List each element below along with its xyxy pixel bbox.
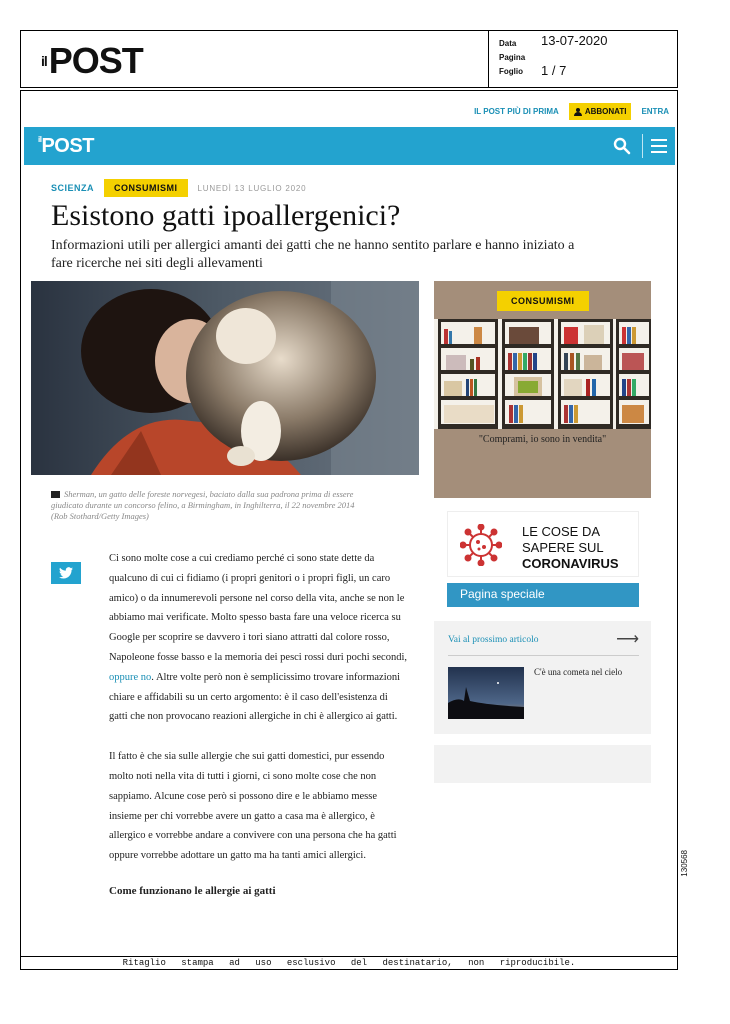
paragraph-1: Ci sono molte cose a cui crediamo perché ci sono state dette da qualcuno di cui ci fidiamo (i propri genitori o i propri figli, un caro amico) o da innumerevoli persone nel corso della vita, anche se non le abbiamo mai verificate. Molto spesso basta fare una veloce ricerca su Google per scoprire se davvero i tori siano attratti dal colore rosso, Napoleone fosse basso e la memoria dei pesci rossi duri pochi secondi, oppure no. Altre volte però non è semplicissimo trovare informazioni chiare e affidabili su un certo argomento: è il caso dell'esistenza di gatti che non provocano reazioni allergiche in chi è allergico ai gatti. [109, 553, 408, 723]
site-navbar [24, 127, 675, 165]
twitter-share-button[interactable] [51, 562, 81, 584]
hero-image [31, 281, 419, 475]
clipping-header [20, 30, 678, 88]
coronavirus-box[interactable] [447, 511, 639, 577]
search-icon[interactable] [613, 137, 631, 155]
article-title: Esistono gatti ipoallergenici? [51, 199, 401, 232]
ad-quote: "Comprami, io sono in vendita" [478, 434, 607, 445]
date-label: Data [499, 39, 517, 48]
ad-badge: CONSUMISMI [497, 291, 589, 311]
navbar-divider [642, 134, 643, 158]
entra-link[interactable]: ENTRA [641, 107, 669, 116]
clipping-meta [491, 31, 677, 87]
article-subtitle: Informazioni utili per allergici amanti dei gatti che ne hanno sentito parlare e hanno iniziato a fare ricerche nei siti degli allevamenti [51, 238, 575, 271]
arrow-right-icon[interactable]: ⟶ [616, 631, 639, 648]
clipping-frame [20, 90, 678, 970]
page-label: Pagina [499, 53, 526, 62]
top-links [474, 103, 669, 120]
article-body [109, 549, 409, 902]
webpage-capture [21, 91, 677, 957]
user-icon [574, 108, 582, 116]
bookshelf-image [434, 319, 651, 429]
next-article-title[interactable]: C'è una cometa nel cielo [534, 667, 623, 677]
next-article-divider [448, 655, 639, 656]
empty-ad-slot [434, 745, 651, 783]
clipping-disclaimer: Ritaglio stampa ad uso esclusivo del destinatario, non riproducibile. [122, 958, 576, 968]
paragraph-2: Il fatto è che sia sulle allergie che sui gatti domestici, pur essendo molto noti nella vita di tutti i giorni, ci sono molte cose che non sappiamo. Alcune cose però si possono dire e le abbiamo messe insieme per chi vorrebbe avere un gatto a casa ma è allergico, è allergico e vorrebbe andare a convivere con una persona che ha gatti oppure vorrebbe adottare un gatto ma ha tanti amici allergici. [109, 751, 397, 862]
article-date: LUNEDÌ 13 LUGLIO 2020 [197, 183, 307, 193]
navbar-logo[interactable]: $^{il}$POST [38, 135, 94, 157]
il-post-logo: $^{il}$POST [41, 40, 143, 81]
il-post-piu-di-prima-link[interactable]: IL POST PIÙ DI PRIMA [474, 107, 559, 116]
hamburger-menu-icon[interactable] [651, 139, 667, 153]
date-value: 13-07-2020 [541, 33, 608, 48]
camera-icon [51, 491, 60, 498]
clipping-logo-area [21, 31, 489, 87]
clipping-code: 130568 [680, 850, 689, 877]
next-article-box[interactable] [434, 621, 651, 734]
next-article-label[interactable]: Vai al prossimo articolo [448, 635, 539, 645]
section-link[interactable]: SCIENZA [51, 183, 95, 193]
image-caption: Sherman, un gatto delle foreste norvegesi, baciato dalla sua padrona prima di essere giudicato durante un concorso felino, a Birmingham, in Inghilterra, il 22 novembre 2014 (Rob Stothard/Getty Images) [51, 489, 355, 521]
comet-thumbnail[interactable] [448, 667, 524, 719]
sheet-value: 1 / 7 [541, 63, 567, 78]
abbonati-button[interactable]: ABBONATI [569, 103, 632, 120]
twitter-icon [59, 567, 73, 579]
coronavirus-heading: LE COSE DA SAPERE SUL CORONAVIRUS [522, 524, 619, 571]
virus-icon [460, 524, 502, 566]
tag-badge[interactable]: CONSUMISMI [104, 179, 188, 197]
section-heading: Come funzionano le allergie ai gatti [109, 884, 276, 897]
article-categories [51, 179, 306, 197]
oppure-no-link[interactable]: oppure no [109, 671, 152, 683]
consumismi-ad[interactable] [434, 281, 651, 498]
pagina-speciale-button[interactable]: Pagina speciale [447, 583, 639, 607]
sheet-label: Foglio [499, 67, 523, 76]
